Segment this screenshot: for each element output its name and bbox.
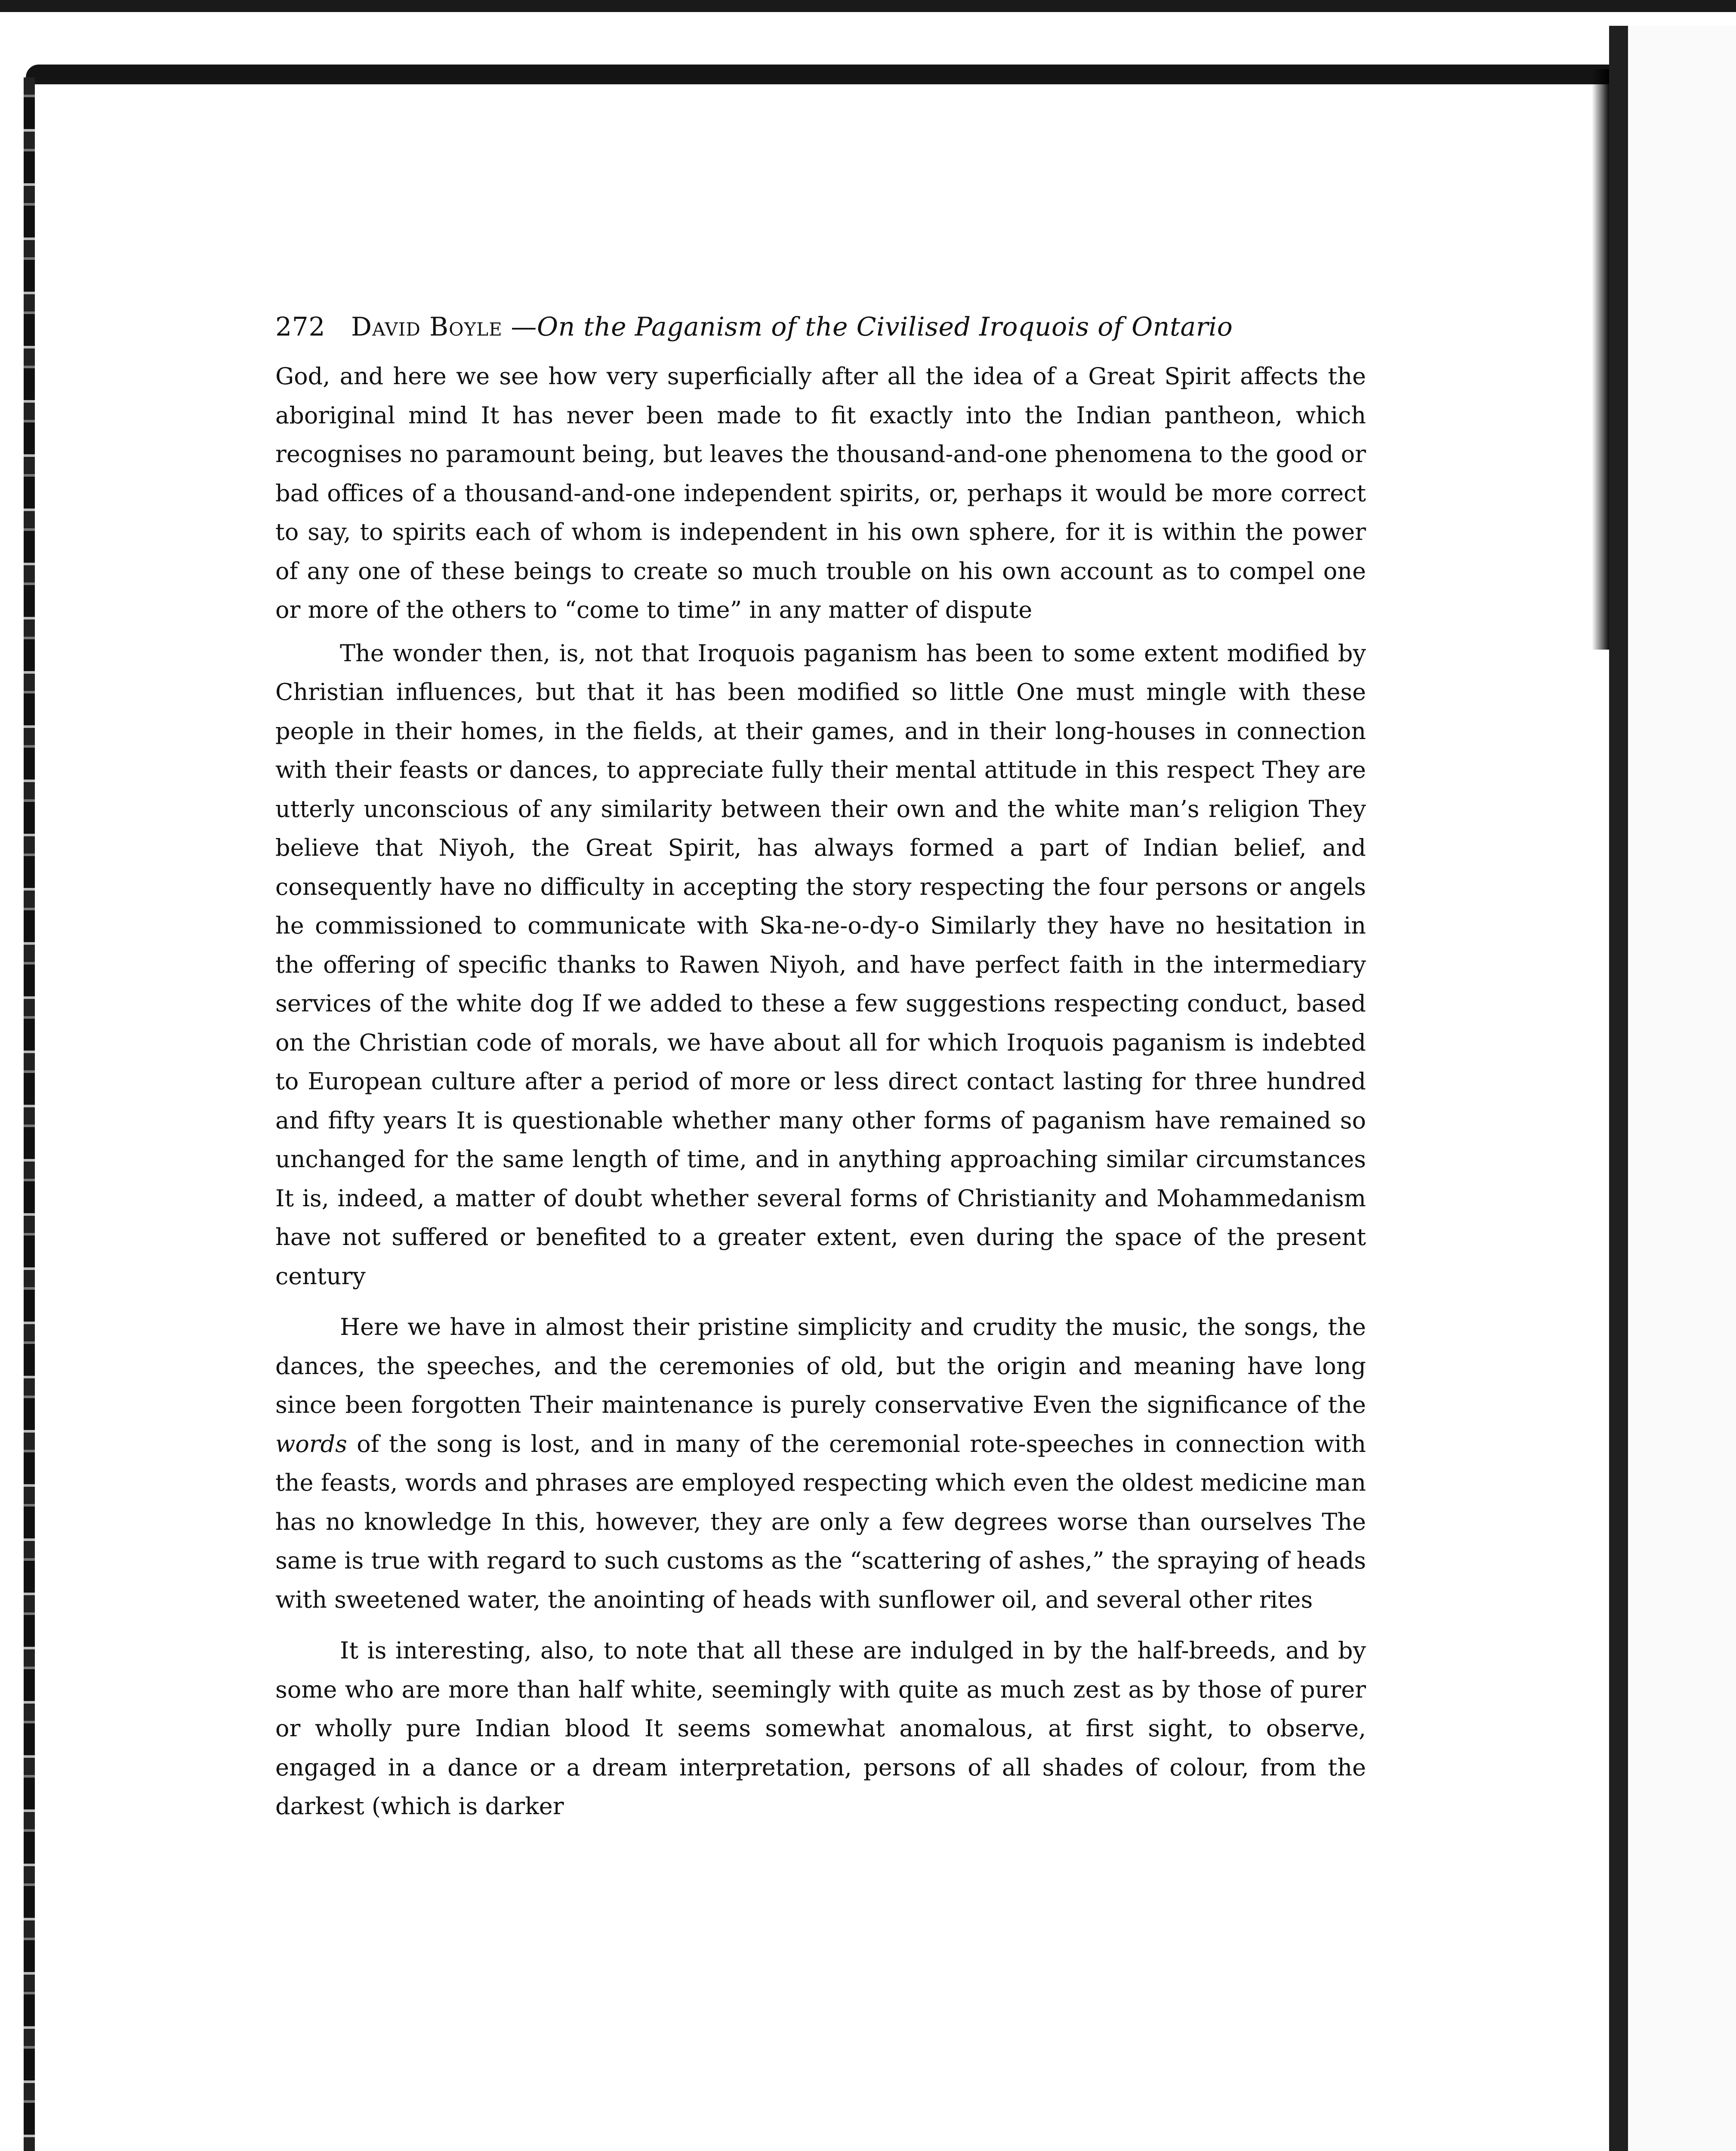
body-text [275, 357, 1366, 1826]
page-frame-top-edge [26, 65, 1618, 84]
paragraph-4: It is interesting, also, to note that all these are indulged in by the half-breeds, and by some who are more than half white, seemingly with quite as much zest as by those of purer or wholly pure Indian blood It seems somewhat anomalous, at first sight, to observe, engaged in a dance or a dream interpretation, persons of all shades of colour, from the darkest (which is darker [275, 1637, 1366, 1820]
paragraph-3-text-before: Here we have in almost their pristine simplicity and crudity the music, the songs, the dances, the speeches, and the ceremonies of old, but the origin and meaning have long since been forgotten Their maintenance is purely conservative Even the significance of the [275, 1313, 1366, 1418]
book-page [275, 310, 1366, 1826]
paragraph-1: God, and here we see how very superficially after all the idea of a Great Spirit affects the aboriginal mind It has never been made to fit exactly into the Indian pantheon, which recognises no paramount being, but leaves the thousand-and-one phenomena to the good or bad offices of a thousand-and-one independent spirits, or, perhaps it would be more correct to say, to spirits each of whom is independent in his own sphere, for it is within the power of any one of these beings to create so much trouble on his own account as to compel one or more of the others to “come to time” in any matter of dispute [275, 363, 1366, 623]
running-head-separator: — [502, 312, 537, 342]
paragraph-2: The wonder then, is, not that Iroquois paganism has been to some extent modified by Christian influences, but that it has been modified so little One must mingle with these people in their homes, in the fields, at their games, and in their long-houses in connection with their feasts or dances, to appreciate fully their mental attitude in this respect They are utterly unconscious of any similarity between their own and the white man’s religion They believe that Niyoh, the Great Spirit, has always formed a part of Indian belief, and consequently have no difficulty in accepting the story respecting the four persons or angels he commissioned to communicate with Ska-ne-o-dy-o Similarly they have no hesitation in the offering of specific thanks to Rawen Niyoh, and have perfect faith in the intermediary services of the white dog If we added to these a few suggestions respecting conduct, based on the Christian code of morals, we have about all for which Iroquois paganism is indebted to European culture after a period of more or less direct contact lasting for three hundred and fifty years It is questionable whether many other forms of paganism have remained so unchanged for the same length of time, and in anything approaching similar circumstances It is, indeed, a matter of doubt whether several forms of Christianity and Mohammedanism have not suffered or benefited to a greater extent, even during the space of the present century [275, 639, 1366, 1290]
page-frame-left-edge [24, 77, 35, 2151]
running-head-author: David Boyle [351, 312, 503, 342]
paragraph-3 [275, 1308, 1366, 1619]
paragraph-3-italic-word: words [275, 1430, 347, 1458]
page-frame-right-edge [1609, 26, 1628, 2151]
running-head-title: On the Paganism of the Civilised Iroquois of Ontario [537, 312, 1233, 342]
running-head [275, 310, 1366, 348]
page-number: 272 [275, 312, 326, 342]
scan-top-edge [0, 0, 1736, 12]
paragraph-3-text-after: of the song is lost, and in many of the ceremonial rote-speeches in connection with the feasts, words and phrases are employed respecting which even the oldest medicine man has no knowledge In this, however, they are only a few degrees worse than ourselves The same is true with regard to such customs as the “scattering of ashes,” the spraying of heads with sweetened water, the anointing of heads with sunflower oil, and several other rites [275, 1430, 1366, 1613]
facing-page-margin [1628, 26, 1736, 2151]
